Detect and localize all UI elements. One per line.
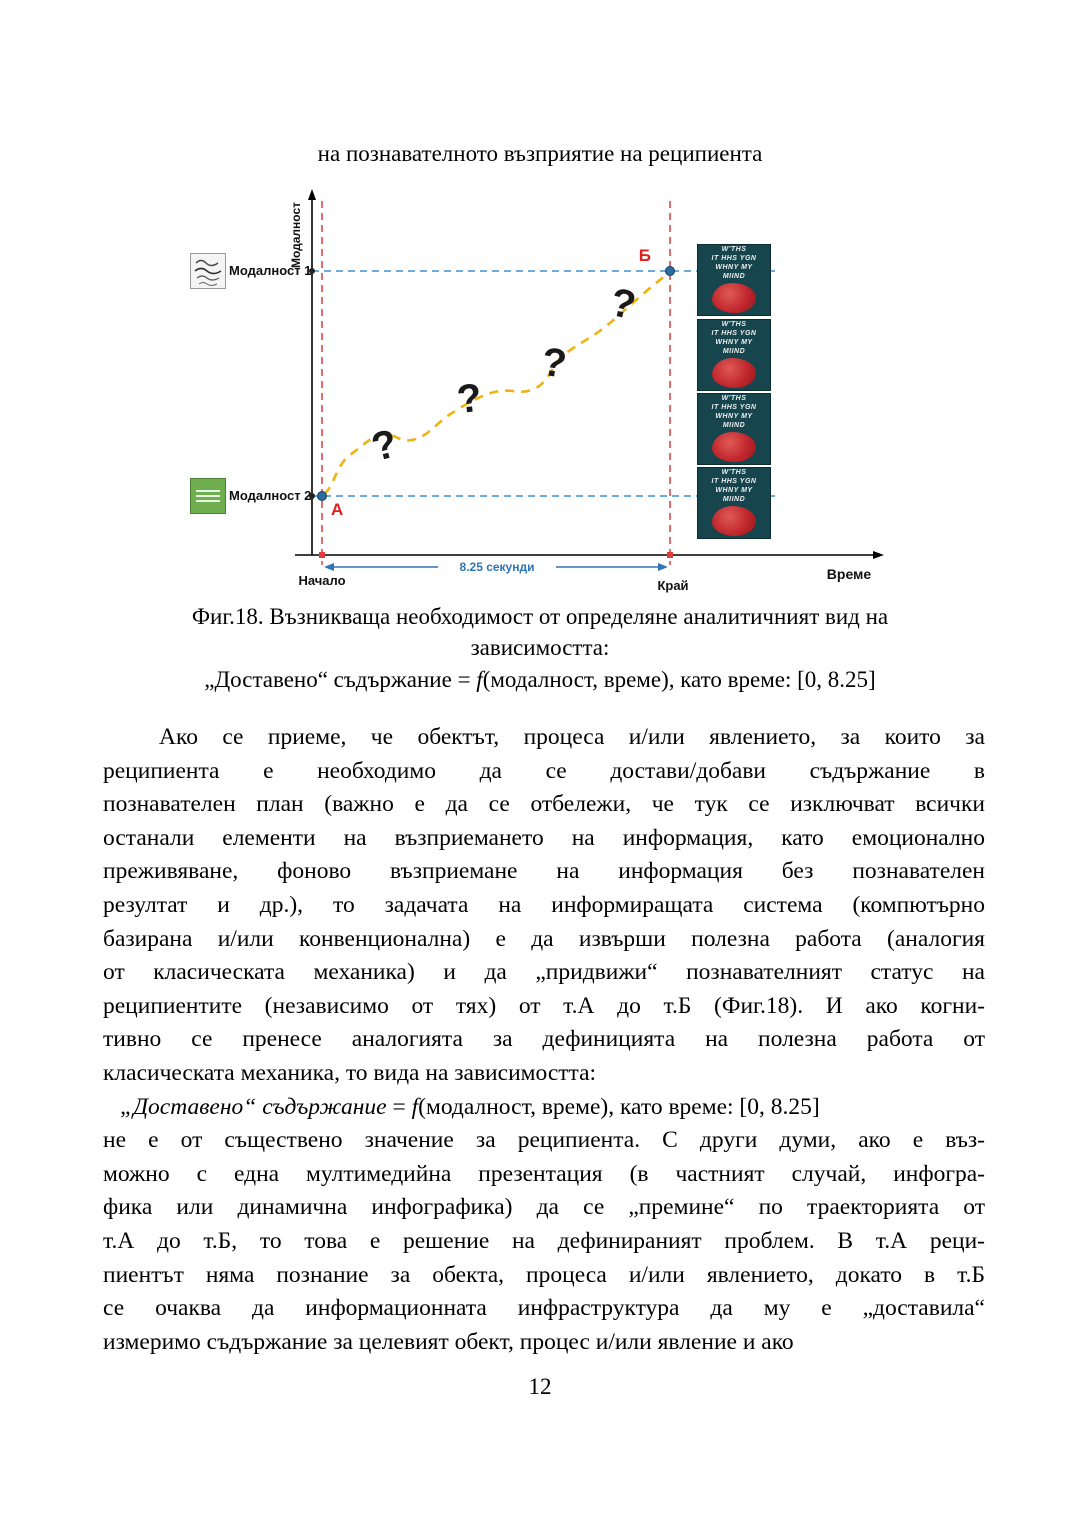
modality1-thumbnail — [190, 253, 226, 289]
formula-args: (модалност, време), като време: [0, 8.25] — [482, 667, 876, 692]
poster-text: IT HHS YGN — [711, 255, 757, 262]
paragraph-line: от класическата механика) и да „придвижи“ познавателният статус на — [103, 959, 985, 986]
duration-label: 8.25 секунди — [459, 560, 535, 574]
red-brain-icon — [712, 432, 756, 462]
running-header-text: на познавателното възприятие на реципиента — [317, 141, 763, 166]
poster-thumbnail-3 — [697, 393, 771, 465]
x-end-label: Край — [657, 578, 689, 593]
figure-plot — [0, 187, 1080, 597]
formula-equals: = — [386, 1093, 412, 1120]
paragraph-line: реципиентите (независимо от тях) от т.А до т.Б (Фиг.18). И ако когни- — [103, 992, 985, 1019]
page-number: 12 — [528, 1374, 552, 1399]
paragraph-line: измеримо съдържание за целевият обект, процес и/или явление и ако — [103, 1328, 794, 1355]
paragraph-line: т.А до т.Б, то това е решение на дефинираният проблем. В т.А реци- — [103, 1227, 985, 1254]
thumbnail-text-stripe — [196, 490, 220, 492]
x-start-label: Начало — [298, 573, 346, 588]
caption-formula — [0, 667, 1080, 693]
paragraph-line: класическата механика, то вида на зависимостта: — [103, 1059, 597, 1086]
poster-text: MIIND — [722, 273, 746, 280]
formula-equals: = — [451, 667, 477, 692]
red-brain-icon — [712, 358, 756, 388]
poster-text: W'THS — [721, 469, 747, 476]
paragraph-line: Ако се приеме, че обектът, процеса и/или явлението, за които за — [159, 724, 985, 750]
caption-line-2: зависимостта: — [470, 635, 610, 660]
paragraph-line: познавателен план (важно е да се отбележи, че тук се изключват всички — [103, 791, 985, 818]
formula-lead: „Доставено“ съдържание — [204, 667, 452, 692]
poster-text: W'THS — [721, 246, 747, 253]
point-a — [318, 492, 327, 501]
point-a-label: А — [331, 500, 344, 519]
poster-text: W'THS — [721, 395, 747, 402]
duration-arrow-right-head-icon — [658, 563, 668, 571]
x-axis-arrow-icon — [873, 551, 884, 559]
paragraph-line: резултат и др.), то задачата на информиращата система (компютърно — [103, 891, 985, 918]
paragraph-line: можно с една мултимедийна презентация (в частният случай, инфогра- — [103, 1160, 985, 1187]
poster-text: WHNY MY — [715, 487, 753, 494]
duration-arrow-left-head-icon — [324, 563, 334, 571]
poster-text: MIIND — [722, 348, 746, 355]
poster-text: MIIND — [722, 422, 746, 429]
point-b — [666, 267, 675, 276]
question-mark-4: ? — [606, 280, 640, 329]
paragraph-line: реципиента е необходимо да се достави/добави съдържание в — [103, 757, 985, 784]
red-brain-icon — [712, 506, 756, 536]
point-b-label: Б — [638, 246, 651, 265]
paragraph-line: базирана и/или конвенционална) е да извърши полезна работа (аналогия — [103, 925, 985, 952]
inline-formula — [103, 1091, 985, 1125]
question-mark-3: ? — [538, 339, 570, 387]
paragraph-line: преживяване, фоново възприемане на информация без познавателен — [103, 858, 985, 885]
modality2-label: Модалност 2 — [229, 488, 312, 503]
x-axis-label: Време — [826, 566, 872, 582]
poster-text: W'THS — [721, 321, 747, 328]
start-tick-marker — [319, 552, 325, 558]
question-mark-2: ? — [454, 375, 484, 423]
paragraph-line: тивно се пренесе аналогията за дефиницията на полезна работа от — [103, 1026, 985, 1053]
y-axis-label: Модалност — [289, 201, 303, 269]
caption-line-1: Фиг.18. Възникваща необходимост от определяне аналитичният вид на — [191, 604, 889, 629]
poster-text: MIIND — [722, 496, 746, 503]
question-mark-1: ? — [367, 421, 402, 470]
formula-f: f — [476, 667, 483, 692]
figure-caption — [0, 601, 1080, 663]
end-tick-marker — [667, 552, 673, 558]
modality2-thumbnail — [190, 478, 226, 514]
poster-text: WHNY MY — [715, 339, 753, 346]
poster-thumbnail-4 — [697, 467, 771, 539]
poster-text: WHNY MY — [715, 413, 753, 420]
body-text — [103, 721, 985, 1359]
paragraph-line: се очаква да информационната инфраструктура да му е „доставила“ — [103, 1295, 985, 1322]
red-brain-icon — [712, 283, 756, 313]
formula-f: f — [411, 1093, 419, 1120]
poster-text: IT HHS YGN — [711, 330, 757, 337]
figure-18 — [0, 187, 1080, 597]
y-axis-arrow-icon — [308, 189, 316, 200]
poster-thumbnail-2 — [697, 319, 771, 391]
paragraph-line: не е от съществено значение за реципиента. С други думи, ако е въз- — [103, 1127, 985, 1154]
poster-text: WHNY MY — [715, 264, 753, 271]
paragraph-line: фика или динамична инфографика) да се „премине“ по траекторията от — [103, 1194, 985, 1221]
formula-args: (модалност, време), като време: [0, 8.25] — [418, 1093, 820, 1120]
poster-text: IT HHS YGN — [711, 478, 757, 485]
poster-text: IT HHS YGN — [711, 404, 757, 411]
thumbnail-text-stripe — [196, 500, 220, 502]
thumbnail-text-stripe — [196, 495, 220, 497]
modality1-label: Модалност 1 — [229, 263, 312, 278]
paragraph-line: останали елементи на възприемането на информация, като емоционално — [103, 824, 985, 851]
paragraph-line: пиентът няма познание за обекта, процеса и/или явлението, докато в т.Б — [103, 1261, 985, 1288]
formula-lead: „Доставено“ съдържание — [120, 1093, 387, 1120]
wordcloud-icon — [191, 254, 225, 288]
poster-thumbnail-1 — [697, 244, 771, 316]
